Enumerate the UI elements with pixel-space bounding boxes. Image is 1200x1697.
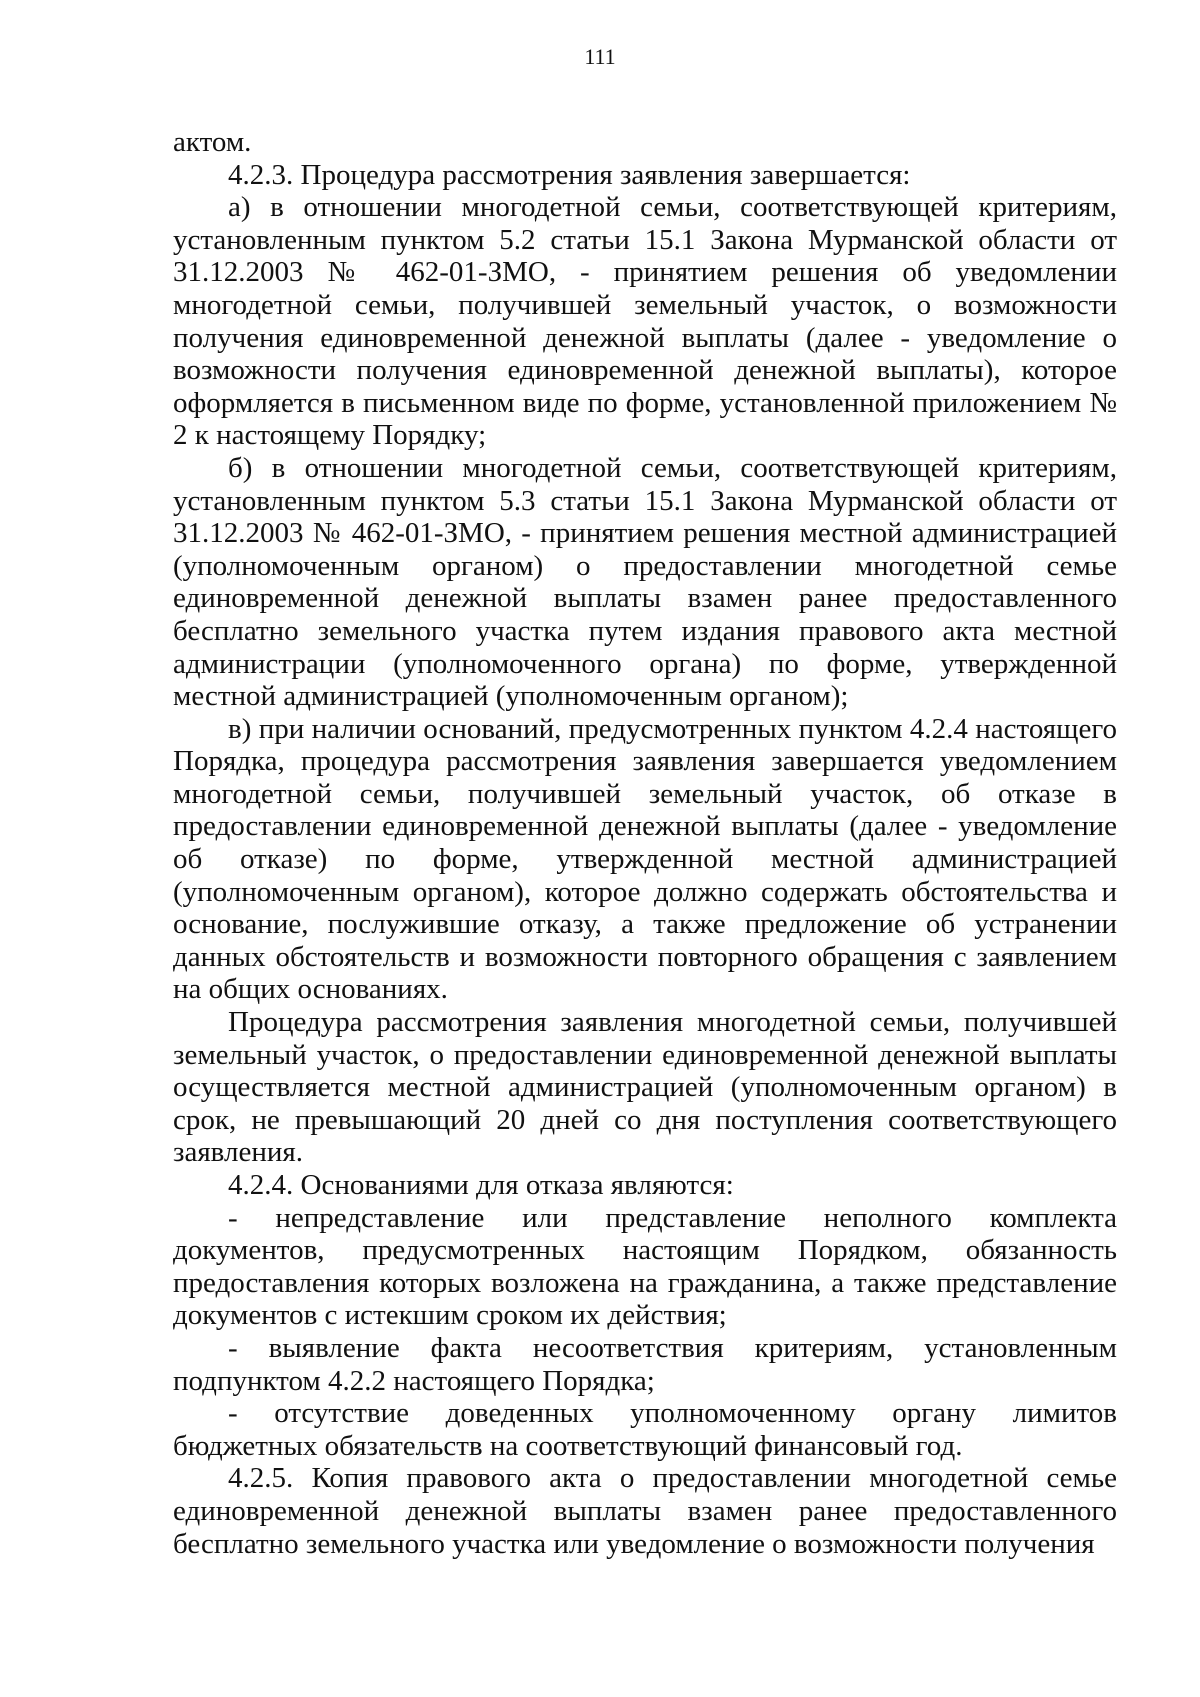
paragraph-refusal-reason-1: - непредставление или представление неполного комплекта документов, предусмотренных настоящим Порядком, обязанность предоставления которых возложена на гражданина, а также представление документов с истекшим сроком их действия; xyxy=(173,1201,1117,1332)
paragraph-continuation: актом. xyxy=(173,126,252,158)
paragraph-4-2-5: 4.2.5. Копия правового акта о предоставлении многодетной семье единовременной денежной выплаты взамен ранее предоставленного бесплатно земельного участка или уведомление о возможности получения xyxy=(173,1462,1117,1560)
paragraph-refusal-reason-2: - выявление факта несоответствия критериям, установленным подпунктом 4.2.2 настоящего Порядка; xyxy=(173,1331,1117,1397)
paragraph-item-a: а) в отношении многодетной семьи, соответствующей критериям, установленным пунктом 5.2 статьи 15.1 Закона Мурманской области от 31.12.2003 № 462-01-ЗМО, - принятием решения об уведомлении многодетной семьи, получившей земельный участок, о возможности получения единовременной денежной выплаты (далее - уведомление о возможности получения единовременной денежной выплаты), которое оформляется в письменном виде по форме, установленной приложением № 2 к настоящему Порядку; xyxy=(173,191,1117,452)
paragraph-4-2-4-heading: 4.2.4. Основаниями для отказа являются: xyxy=(228,1169,734,1201)
paragraph-item-v: в) при наличии оснований, предусмотренных пунктом 4.2.4 настоящего Порядка, процедура рассмотрения заявления завершается уведомлением многодетной семьи, получившей земельный участок, об отказе в предоставлении единовременной денежной выплаты (далее - уведомление об отказе) по форме, утвержденной местной администрацией (уполномоченным органом), которое должно содержать обстоятельства и основание, послужившие отказу, а также предложение об устранении данных обстоятельств и возможности повторного обращения с заявлением на общих основаниях. xyxy=(173,712,1117,1006)
paragraph-4-2-3-heading: 4.2.3. Процедура рассмотрения заявления завершается: xyxy=(228,158,911,191)
paragraph-refusal-reason-3: - отсутствие доведенных уполномоченному органу лимитов бюджетных обязательств на соответствующий финансовый год. xyxy=(173,1397,1117,1462)
document-body xyxy=(173,126,1117,1560)
page-number: 111 xyxy=(584,44,616,69)
paragraph-item-b: б) в отношении многодетной семьи, соответствующей критериям, установленным пунктом 5.3 статьи 15.1 Закона Мурманской области от 31.12.2003 № 462-01-ЗМО, - принятием решения местной администрацией (уполномоченным органом) о предоставлении многодетной семье единовременной денежной выплаты взамен ранее предоставленного бесплатно земельного участка путем издания правового акта местной администрации (уполномоченного органа) по форме, утвержденной местной администрацией (уполномоченным органом); xyxy=(173,451,1117,713)
paragraph-procedure-term: Процедура рассмотрения заявления многодетной семьи, получившей земельный участок, о предоставлении единовременной денежной выплаты осуществляется местной администрацией (уполномоченным органом) в срок, не превышающий 20 дней со дня поступления соответствующего заявления. xyxy=(173,1006,1117,1169)
